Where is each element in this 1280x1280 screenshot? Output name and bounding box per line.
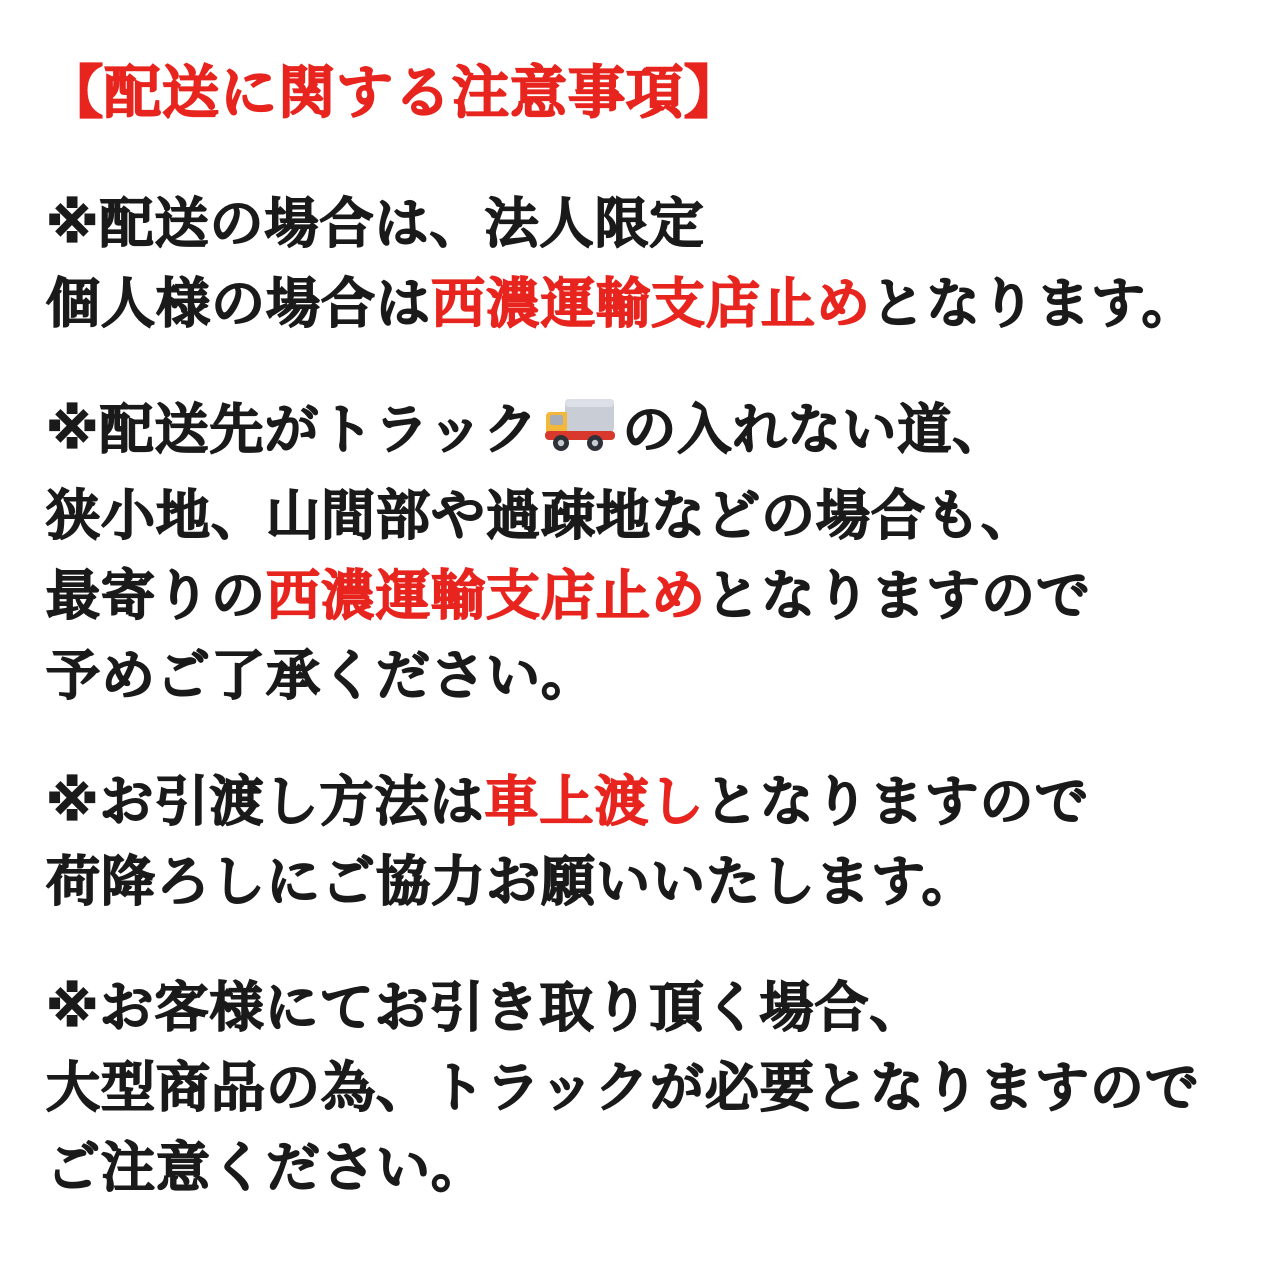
notice-line (46, 842, 1240, 922)
text-segment: の入れない道、 (622, 398, 1008, 461)
notice-line (46, 636, 1240, 716)
highlight-seino-branch-hold: 西濃運輸支店止め (266, 564, 706, 627)
text-segment: 荷降ろしにご協力お願いいたします。 (46, 850, 977, 913)
notice-line (46, 762, 1240, 842)
text-segment: ※お客様にてお引き取り頂く場合、 (46, 976, 925, 1039)
paragraph-customer-pickup (46, 968, 1240, 1208)
paragraph-delivery-corporate-only (46, 184, 1240, 344)
text-segment: ※お引渡し方法は (46, 770, 485, 833)
text-segment: ※配送の場合は、法人限定 (46, 192, 705, 255)
delivery-truck-icon (542, 396, 618, 476)
notice-line (46, 476, 1240, 556)
highlight-seino-branch-hold: 西濃運輸支店止め (431, 272, 871, 335)
highlight-tailgate-handover: 車上渡し (484, 770, 705, 833)
paragraph-truck-inaccessible-areas (46, 390, 1240, 716)
text-segment: ご注意ください。 (46, 1136, 486, 1199)
notice-line (46, 1048, 1240, 1128)
notice-line (46, 1128, 1240, 1208)
notice-line (46, 390, 1240, 476)
text-segment: 予めご了承ください。 (46, 644, 596, 707)
notice-line (46, 184, 1240, 264)
text-segment: 最寄りの (46, 564, 266, 627)
notice-line (46, 968, 1240, 1048)
paragraph-handover-method (46, 762, 1240, 922)
notice-line (46, 264, 1240, 344)
notice-line (46, 556, 1240, 636)
text-segment: ※配送先がトラック (46, 398, 539, 461)
notice-title: 【配送に関する注意事項】 (46, 60, 742, 126)
text-segment: 個人様の場合は (46, 272, 431, 335)
text-segment: となります。 (871, 272, 1197, 335)
text-segment: となりますので (704, 770, 1090, 833)
text-segment: 大型商品の為、トラックが必要となりますので (46, 1056, 1200, 1119)
text-segment: となりますので (706, 564, 1091, 627)
text-segment: 狭小地、山間部や過疎地などの場合も、 (46, 484, 1036, 547)
